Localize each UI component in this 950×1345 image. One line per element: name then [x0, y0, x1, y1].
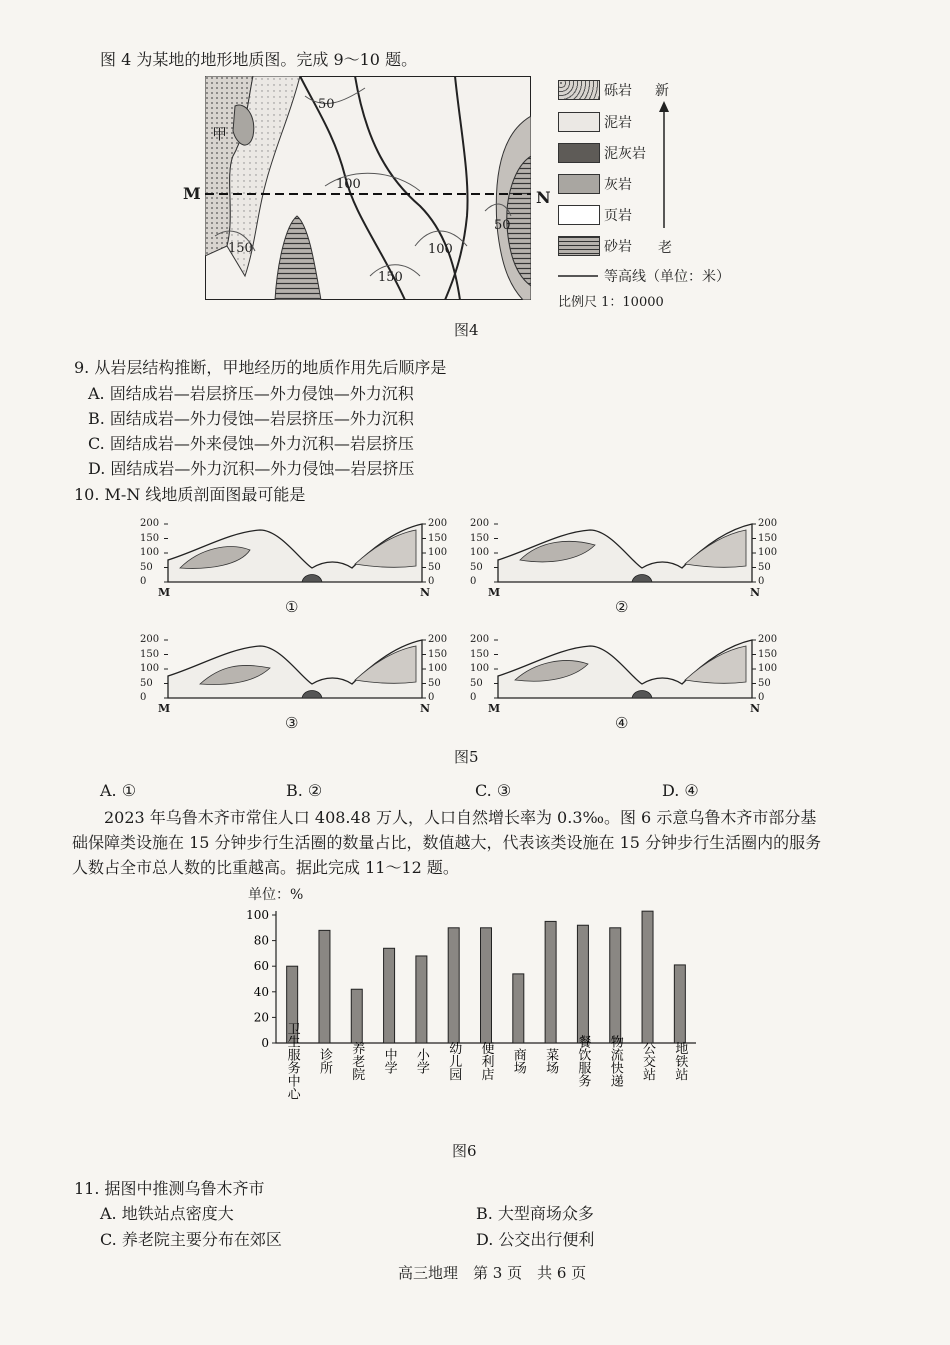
figure4-intro: 图 4 为某地的地形地质图。完成 9～10 题。 [100, 50, 418, 69]
profile-left-tick: 150 [470, 648, 490, 660]
q9-option-d[interactable]: D. 固结成岩—外力沉积—外力侵蚀—岩层挤压 [88, 459, 415, 478]
q9-option-a[interactable]: A. 固结成岩—岩层挤压—外力侵蚀—外力沉积 [88, 384, 414, 403]
profile-left-tick: 0 [470, 692, 477, 703]
map-scale: 比例尺 1：10000 [558, 295, 664, 310]
q9-option-b[interactable]: B. 固结成岩—外力侵蚀—岩层挤压—外力沉积 [88, 409, 414, 428]
q9-option-c[interactable]: C. 固结成岩—外来侵蚀—外力沉积—岩层挤压 [88, 434, 414, 453]
bar-9 [545, 921, 556, 1043]
legend-swatch-limestone [558, 174, 600, 194]
profile-right-tick: 150 [428, 532, 448, 544]
bar-7 [481, 928, 492, 1043]
contour-label: 100 [336, 177, 361, 192]
q9-stem: 9. 从岩层结构推断，甲地经历的地质作用先后顺序是 [74, 358, 447, 377]
category-label: 幼儿园 [446, 1041, 462, 1081]
profile-right-tick: 150 [428, 648, 448, 660]
profile-M-label: M [488, 702, 501, 715]
profile-left-tick: 50 [470, 561, 483, 573]
legend-swatch-conglomerate [558, 80, 600, 100]
chart-unit-label: 单位：% [248, 887, 304, 903]
contour-label: 50 [318, 97, 335, 112]
q11-option-a[interactable]: A. 地铁站点密度大 [100, 1204, 234, 1223]
profile-left-tick: 0 [140, 692, 147, 703]
profile-left-tick: 200 [470, 634, 490, 645]
y-tick-label: 60 [253, 959, 269, 974]
profile-left-tick: 150 [140, 532, 160, 544]
profile-M-label: M [488, 586, 501, 599]
facility-bar-chart [240, 905, 710, 1145]
profile-left-tick: 100 [140, 663, 160, 674]
profile-number: ① [285, 598, 299, 616]
profile-right-tick: 50 [428, 561, 441, 573]
profile-M-label: M [158, 586, 171, 599]
profile-2 [470, 520, 780, 630]
contour-label: 100 [428, 242, 453, 257]
page-footer: 高三地理 第 3 页 共 6 页 [398, 1264, 587, 1282]
category-label: 卫生服务中心 [284, 1022, 300, 1100]
profile-N-label: N [420, 702, 431, 715]
bar-2 [319, 930, 330, 1043]
profile-number: ④ [615, 714, 629, 732]
profile-number: ③ [285, 714, 299, 732]
y-tick-label: 100 [246, 908, 269, 922]
profile-right-tick: 100 [758, 663, 778, 674]
profile-left-tick: 100 [140, 547, 160, 558]
profile-right-tick: 100 [428, 547, 448, 558]
category-label: 餐饮服务 [575, 1035, 591, 1087]
map-label-jia: 甲 [212, 125, 228, 143]
q11-option-b[interactable]: B. 大型商场众多 [476, 1204, 594, 1223]
age-old-label: 老 [658, 240, 672, 256]
legend-swatch-marl [558, 143, 600, 163]
category-label: 地铁站 [672, 1041, 688, 1081]
profile-3 [140, 636, 450, 746]
profile-right-tick: 50 [428, 677, 441, 689]
profile-N-label: N [420, 586, 431, 599]
profile-right-tick: 200 [758, 634, 778, 645]
contour-label: 50 [494, 218, 511, 233]
q10-stem: 10. M-N 线地质剖面图最可能是 [74, 485, 306, 504]
profile-right-tick: 200 [428, 634, 448, 645]
category-label: 物流快递 [607, 1035, 623, 1087]
bar-11 [610, 928, 621, 1043]
profile-4 [470, 636, 780, 746]
profile-left-tick: 50 [140, 677, 153, 689]
contour-legend-label: 等高线（单位：米） [604, 269, 730, 285]
profile-left-tick: 200 [140, 518, 160, 529]
profile-left-tick: 50 [470, 677, 483, 689]
y-tick-label: 20 [253, 1010, 269, 1025]
q10-option-b[interactable]: B. ② [286, 781, 323, 800]
profile-left-tick: 50 [140, 561, 153, 573]
legend-swatch-sandstone [558, 236, 600, 256]
q11-stem: 11. 据图中推测乌鲁木齐市 [74, 1179, 265, 1198]
bar-4 [384, 948, 395, 1043]
profile-right-tick: 100 [758, 547, 778, 558]
contour-label: 150 [378, 270, 403, 285]
profile-M-label: M [158, 702, 171, 715]
profile-right-tick: 50 [758, 561, 771, 573]
bar-6 [448, 928, 459, 1043]
map-label-M: M [183, 184, 201, 203]
profile-left-tick: 100 [470, 663, 490, 674]
profile-right-tick: 50 [758, 677, 771, 689]
map-legend: 砾岩 泥岩 泥灰岩 灰岩 页岩 砂岩 [558, 80, 698, 280]
map-label-N: N [536, 188, 551, 207]
q10-option-d[interactable]: D. ④ [662, 781, 699, 800]
profile-left-tick: 0 [470, 576, 477, 587]
bar-8 [513, 974, 524, 1043]
profile-right-tick: 150 [758, 532, 778, 544]
bar-13 [674, 965, 685, 1043]
profile-right-tick: 150 [758, 648, 778, 660]
category-label: 养老院 [349, 1041, 365, 1081]
y-tick-label: 40 [253, 984, 269, 999]
figure6-caption: 图6 [452, 1142, 477, 1160]
category-label: 便利店 [478, 1041, 494, 1081]
profile-left-tick: 200 [140, 634, 160, 645]
age-arrow [656, 100, 672, 230]
profile-left-tick: 0 [140, 576, 147, 587]
category-label: 菜场 [543, 1048, 559, 1074]
profile-right-tick: 200 [758, 518, 778, 529]
bar-5 [416, 956, 427, 1043]
q11-option-d[interactable]: D. 公交出行便利 [476, 1230, 595, 1249]
profile-left-tick: 100 [470, 547, 490, 558]
profile-1 [140, 520, 450, 630]
profile-right-tick: 0 [428, 692, 435, 703]
profile-left-tick: 200 [470, 518, 490, 529]
age-new-label: 新 [655, 83, 669, 99]
legend-swatch-shale [558, 205, 600, 225]
profile-right-tick: 0 [428, 576, 435, 587]
profile-left-tick: 150 [470, 532, 490, 544]
profile-right-tick: 100 [428, 663, 448, 674]
profile-right-tick: 0 [758, 576, 765, 587]
profile-right-tick: 0 [758, 692, 765, 703]
category-label: 公交站 [640, 1041, 656, 1081]
profile-right-tick: 200 [428, 518, 448, 529]
bar-12 [642, 911, 653, 1043]
contour-legend-line [558, 273, 600, 279]
category-label: 诊所 [316, 1048, 332, 1074]
geologic-map [205, 76, 531, 300]
profile-number: ② [615, 598, 629, 616]
category-label: 商场 [510, 1048, 526, 1074]
q11-option-c[interactable]: C. 养老院主要分布在郊区 [100, 1230, 282, 1249]
profile-N-label: N [750, 586, 761, 599]
urumqi-intro: 2023 年乌鲁木齐市常住人口 408.48 万人，人口自然增长率为 0.3‰。图 6 示意乌鲁木齐市部分基础保障类设施在 15 分钟步行生活圈的数量占比，数值越大，代表该类设施在 15 分钟步行生活圈内的服务人数占全市总人数的比重越高。据此完成 11～12 题。 [72, 808, 822, 877]
category-label: 中学 [381, 1048, 397, 1074]
profile-N-label: N [750, 702, 761, 715]
figure4-caption: 图4 [454, 321, 479, 339]
bar-3 [351, 989, 362, 1043]
q10-option-c[interactable]: C. ③ [475, 781, 512, 800]
legend-swatch-mudstone [558, 112, 600, 132]
y-tick-label: 0 [261, 1036, 269, 1050]
profile-left-tick: 150 [140, 648, 160, 660]
contour-label: 150 [228, 241, 253, 256]
figure5-caption: 图5 [454, 748, 479, 766]
q10-option-a[interactable]: A. ① [100, 781, 137, 800]
y-tick-label: 80 [253, 933, 269, 948]
bar-10 [577, 925, 588, 1043]
category-label: 小学 [413, 1048, 429, 1074]
